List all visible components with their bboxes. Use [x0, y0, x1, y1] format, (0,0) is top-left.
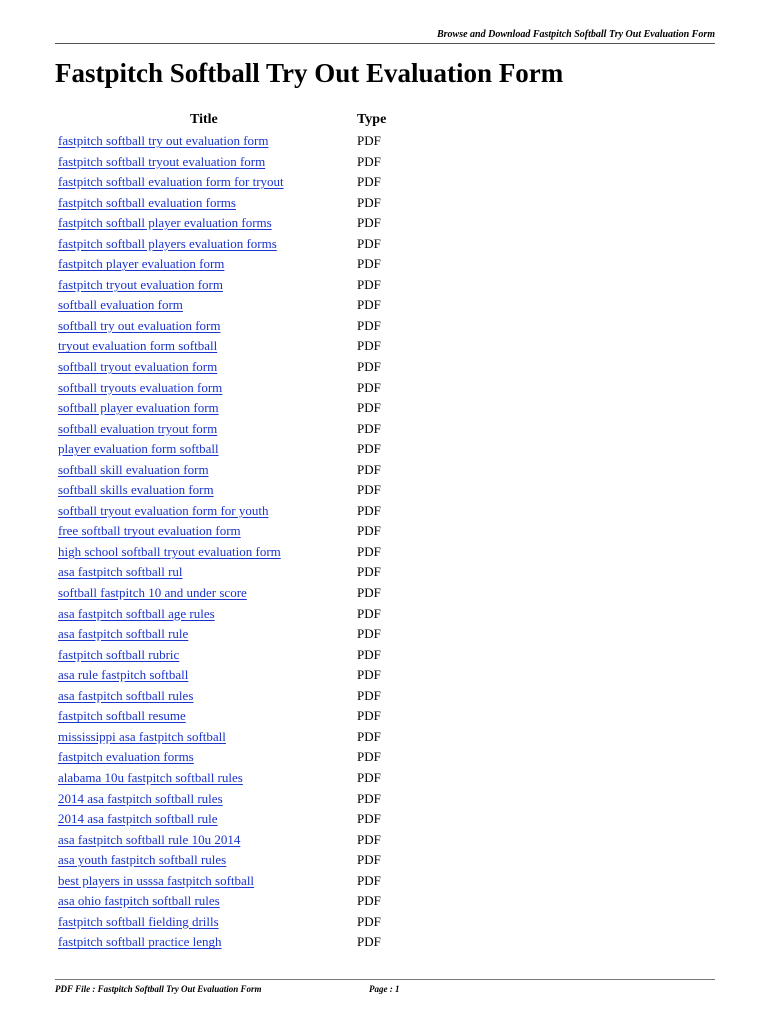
file-type-label: PDF: [357, 174, 381, 190]
table-row: [58, 851, 458, 872]
document-link[interactable]: softball skills evaluation form: [58, 482, 214, 498]
table-row: [58, 276, 458, 297]
table-row: [58, 461, 458, 482]
document-link[interactable]: 2014 asa fastpitch softball rule: [58, 811, 218, 827]
document-link[interactable]: fastpitch softball practice lengh: [58, 934, 222, 950]
file-type-label: PDF: [357, 523, 381, 539]
document-link[interactable]: asa fastpitch softball rule 10u 2014: [58, 831, 241, 847]
file-type-label: PDF: [357, 769, 381, 785]
table-row: [58, 790, 458, 811]
table-row: [58, 872, 458, 893]
file-type-label: PDF: [357, 790, 381, 806]
column-header-title: Title: [190, 112, 218, 127]
file-type-label: PDF: [357, 708, 381, 724]
file-type-label: PDF: [357, 379, 381, 395]
table-row: [58, 173, 458, 194]
file-type-label: PDF: [357, 913, 381, 929]
file-type-label: PDF: [357, 934, 381, 950]
file-type-label: PDF: [357, 728, 381, 744]
table-row: [58, 543, 458, 564]
table-row: [58, 728, 458, 749]
document-link[interactable]: fastpitch softball evaluation form for tryout: [58, 174, 284, 190]
document-link[interactable]: tryout evaluation form softball: [58, 338, 218, 354]
file-type-label: PDF: [357, 482, 381, 498]
table-row: [58, 399, 458, 420]
table-row: [58, 563, 458, 584]
table-row: [58, 687, 458, 708]
table-row: [58, 748, 458, 769]
document-link[interactable]: asa fastpitch softball rules: [58, 687, 194, 703]
document-link[interactable]: best players in usssa fastpitch softball: [58, 872, 255, 888]
document-link[interactable]: player evaluation form softball: [58, 441, 219, 457]
file-type-label: PDF: [357, 646, 381, 662]
footer-file-label: PDF File : Fastpitch Softball Try Out Evaluation Form: [55, 984, 262, 994]
table-row: [58, 194, 458, 215]
table-row: [58, 913, 458, 934]
file-type-label: PDF: [357, 667, 381, 683]
file-type-label: PDF: [357, 317, 381, 333]
document-link[interactable]: softball evaluation form: [58, 297, 183, 313]
table-row: [58, 769, 458, 790]
file-type-label: PDF: [357, 687, 381, 703]
file-type-label: PDF: [357, 626, 381, 642]
document-link[interactable]: fastpitch player evaluation form: [58, 256, 225, 272]
table-row: [58, 892, 458, 913]
file-type-label: PDF: [357, 194, 381, 210]
table-row: [58, 625, 458, 646]
footer-page-number: Page : 1: [369, 984, 400, 994]
document-link[interactable]: 2014 asa fastpitch softball rules: [58, 790, 223, 806]
table-row: [58, 337, 458, 358]
table-row: [58, 440, 458, 461]
table-row: [58, 255, 458, 276]
file-type-label: PDF: [357, 831, 381, 847]
header-divider: [55, 43, 715, 44]
table-row: [58, 933, 458, 954]
document-link[interactable]: high school softball tryout evaluation form: [58, 543, 281, 559]
file-type-label: PDF: [357, 564, 381, 580]
document-link[interactable]: softball tryout evaluation form for youth: [58, 502, 269, 518]
document-link[interactable]: fastpitch tryout evaluation form: [58, 276, 223, 292]
table-row: [58, 358, 458, 379]
document-link[interactable]: softball skill evaluation form: [58, 461, 209, 477]
document-link[interactable]: softball player evaluation form: [58, 400, 219, 416]
document-link[interactable]: asa rule fastpitch softball: [58, 667, 189, 683]
table-row: [58, 584, 458, 605]
results-table: [58, 132, 458, 954]
document-link[interactable]: fastpitch evaluation forms: [58, 749, 194, 765]
document-link[interactable]: softball tryout evaluation form: [58, 359, 218, 375]
file-type-label: PDF: [357, 133, 381, 148]
file-type-label: PDF: [357, 153, 381, 169]
document-title: Fastpitch Softball Try Out Evaluation Form: [55, 58, 564, 88]
file-type-label: PDF: [357, 215, 381, 231]
table-row: [58, 522, 458, 543]
file-type-label: PDF: [357, 400, 381, 416]
file-type-label: PDF: [357, 461, 381, 477]
document-link[interactable]: softball try out evaluation form: [58, 317, 221, 333]
document-link[interactable]: softball evaluation tryout form: [58, 420, 218, 436]
file-type-label: PDF: [357, 502, 381, 518]
file-type-label: PDF: [357, 585, 381, 601]
table-row: [58, 502, 458, 523]
document-link[interactable]: fastpitch softball fielding drills: [58, 913, 219, 929]
file-type-label: PDF: [357, 811, 381, 827]
file-type-label: PDF: [357, 276, 381, 292]
document-link[interactable]: fastpitch softball rubric: [58, 646, 180, 662]
document-link[interactable]: asa ohio fastpitch softball rules: [58, 893, 220, 909]
document-link[interactable]: fastpitch softball players evaluation forms: [58, 235, 277, 251]
file-type-label: PDF: [357, 256, 381, 272]
document-link[interactable]: fastpitch softball tryout evaluation form: [58, 153, 266, 169]
table-row: [58, 707, 458, 728]
file-type-label: PDF: [357, 749, 381, 765]
table-row: [58, 296, 458, 317]
file-type-label: PDF: [357, 359, 381, 375]
document-link[interactable]: fastpitch softball evaluation forms: [58, 194, 236, 210]
document-link[interactable]: alabama 10u fastpitch softball rules: [58, 769, 243, 785]
file-type-label: PDF: [357, 420, 381, 436]
file-type-label: PDF: [357, 235, 381, 251]
document-link[interactable]: asa fastpitch softball age rules: [58, 605, 215, 621]
table-row: [58, 666, 458, 687]
table-row: [58, 132, 458, 153]
file-type-label: PDF: [357, 872, 381, 888]
column-header-type: Type: [357, 112, 387, 127]
document-link[interactable]: asa fastpitch softball rule: [58, 626, 189, 642]
document-link[interactable]: asa youth fastpitch softball rules: [58, 852, 227, 868]
page-header: Browse and Download Fastpitch Softball Try Out Evaluation Form: [436, 29, 715, 40]
document-link[interactable]: asa fastpitch softball rul: [58, 564, 183, 580]
table-row: [58, 481, 458, 502]
document-link[interactable]: free softball tryout evaluation form: [58, 523, 241, 539]
table-row: [58, 317, 458, 338]
file-type-label: PDF: [357, 338, 381, 354]
file-type-label: PDF: [357, 893, 381, 909]
file-type-label: PDF: [357, 543, 381, 559]
table-row: [58, 214, 458, 235]
table-row: [58, 235, 458, 256]
table-row: [58, 420, 458, 441]
file-type-label: PDF: [357, 605, 381, 621]
document-link[interactable]: fastpitch softball player evaluation forms: [58, 215, 272, 231]
document-link[interactable]: mississippi asa fastpitch softball: [58, 728, 226, 744]
table-row: [58, 605, 458, 626]
table-row: [58, 646, 458, 667]
table-row: [58, 379, 458, 400]
file-type-label: PDF: [357, 441, 381, 457]
table-row: [58, 153, 458, 174]
file-type-label: PDF: [357, 852, 381, 868]
document-link[interactable]: softball fastpitch 10 and under score: [58, 585, 247, 601]
file-type-label: PDF: [357, 297, 381, 313]
footer-divider: [55, 979, 715, 980]
table-row: [58, 831, 458, 852]
document-link[interactable]: fastpitch softball try out evaluation form: [58, 133, 269, 148]
document-link[interactable]: fastpitch softball resume: [58, 708, 186, 724]
table-row: [58, 810, 458, 831]
document-link[interactable]: softball tryouts evaluation form: [58, 379, 223, 395]
